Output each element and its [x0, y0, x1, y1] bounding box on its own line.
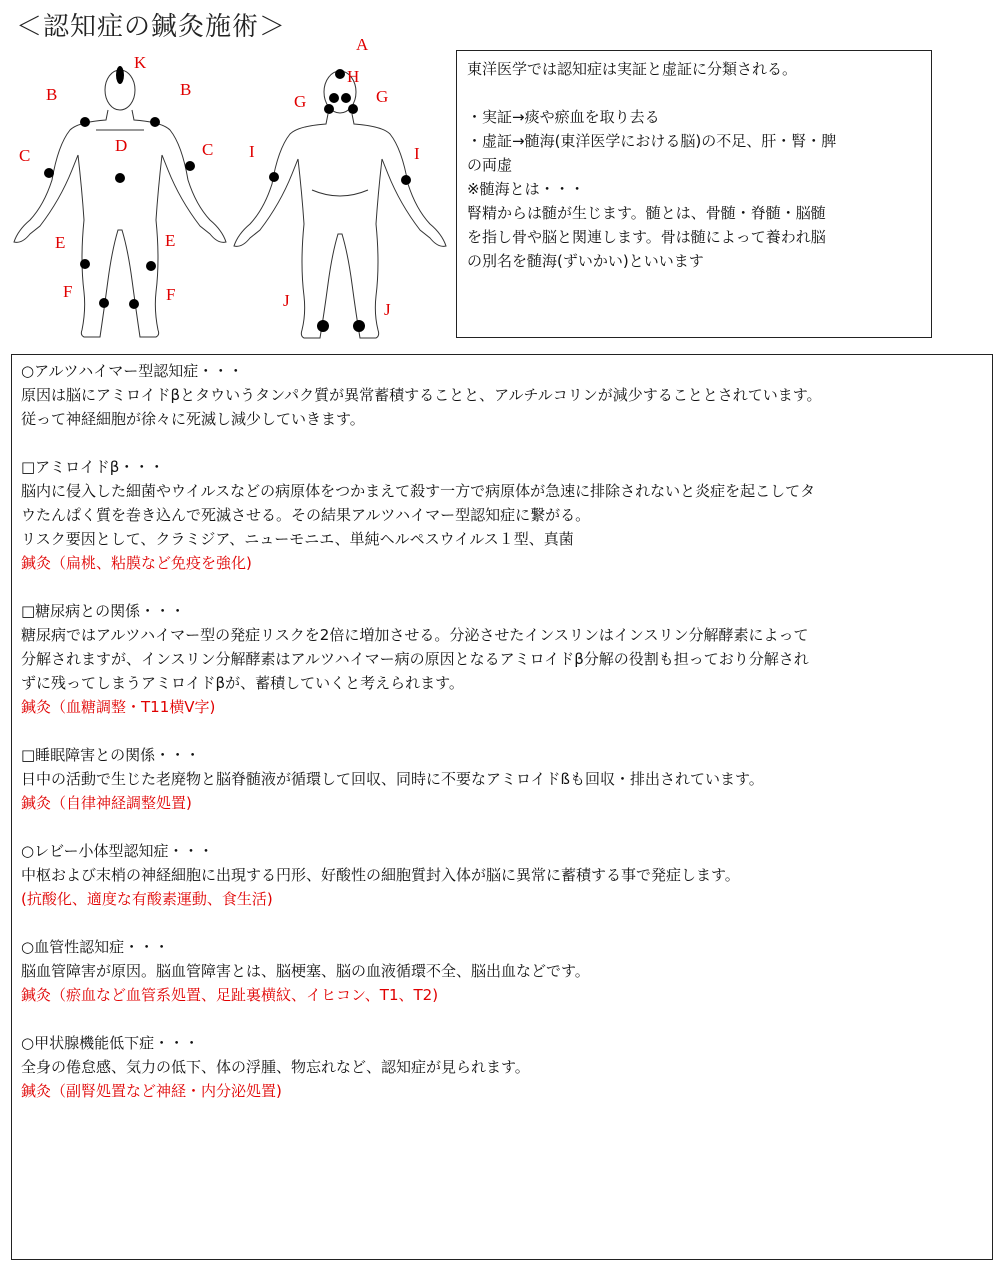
point-f-left [99, 298, 109, 308]
section-heading: □糖尿病との関係・・・ [21, 602, 186, 620]
point-g-right [348, 104, 358, 114]
treatment-note: 鍼灸（扁桃、粘膜など免疫を強化) [21, 554, 252, 572]
section-lewy [21, 839, 983, 911]
point-j-left [317, 320, 329, 332]
point-c-left [44, 168, 54, 178]
treatment-note: 鍼灸（副腎処置など神経・内分泌処置) [21, 1082, 282, 1100]
label-k: K [134, 53, 147, 72]
section-sleep [21, 743, 983, 815]
label-i-right: I [414, 144, 420, 163]
section-text: 全身の倦怠感、気力の低下、体の浮腫、物忘れなど、認知症が見られます。 [21, 1058, 530, 1076]
section-text: ずに残ってしまうアミロイドβが、蓄積していくと考えられます。 [21, 674, 464, 692]
treatment-note: 鍼灸（自律神経調整処置) [21, 794, 192, 812]
section-vascular [21, 935, 983, 1007]
label-c-left: C [19, 146, 31, 165]
section-heading: ○甲状腺機能低下症・・・ [21, 1034, 200, 1052]
section-text: 脳血管障害が原因。脳血管障害とは、脳梗塞、脳の血液循環不全、脳出血などです。 [21, 962, 590, 980]
label-f-left: F [63, 282, 73, 301]
point-b-left [80, 117, 90, 127]
section-heading: □アミロイドβ・・・ [21, 458, 165, 476]
section-heading: ○アルツハイマー型認知症・・・ [21, 362, 244, 380]
section-text: 糖尿病ではアルツハイマー型の発症リスクを2倍に増加させる。分泌させたインスリンはインスリン分解酵素によって [21, 626, 809, 644]
label-b-right: B [180, 80, 192, 99]
label-c-right: C [202, 140, 214, 159]
section-heading: ○レビー小体型認知症・・・ [21, 842, 214, 860]
section-alzheimer [21, 359, 983, 431]
section-hypothyroidism [21, 1031, 983, 1103]
treatment-note: (抗酸化、適度な有酸素運動、食生活) [21, 890, 273, 908]
point-c-right [185, 161, 195, 171]
label-j-right: J [384, 300, 391, 319]
acupoint-figure [0, 30, 450, 350]
point-h-1 [329, 93, 339, 103]
section-text: リスク要因として、クラミジア、ニューモニエ、単純ヘルペスウイルス１型、真菌 [21, 530, 574, 548]
section-diabetes [21, 599, 983, 719]
section-heading: □睡眠障害との関係・・・ [21, 746, 201, 764]
section-text: 原因は脳にアミロイドβとタウいうタンパク質が異常蓄積することと、アルチルコリンが減少することとされています。 [21, 386, 822, 404]
point-g-left [324, 104, 334, 114]
classification-box [456, 50, 932, 338]
label-b-left: B [46, 85, 58, 104]
label-a: A [356, 35, 369, 54]
point-j-right [353, 320, 365, 332]
info-line: ※髄海とは・・・ [467, 180, 585, 198]
point-b-right [150, 117, 160, 127]
info-line: 腎精からは髄が生じます。髄とは、骨髄・脊髄・脳髄 [467, 204, 826, 222]
section-text: 分解されますが、インスリン分解酵素はアルツハイマー病の原因となるアミロイドβ分解の役割も担っており分解され [21, 650, 809, 668]
label-g-left: G [294, 92, 307, 111]
page-title: ＜認知症の鍼灸施術＞ [16, 12, 287, 42]
section-text: 中枢および末梢の神経細胞に出現する円形、好酸性の細胞質封入体が脳に異常に蓄積する事で発症します。 [21, 866, 740, 884]
point-i-right [401, 175, 411, 185]
section-heading: ○血管性認知症・・・ [21, 938, 170, 956]
label-f-right: F [166, 285, 176, 304]
info-line: ・実証→痰や瘀血を取り去る [467, 108, 660, 126]
info-line: ・虚証→髄海(東洋医学における脳)の不足、肝・腎・脾 [467, 132, 837, 150]
label-g-right: G [376, 87, 389, 106]
point-e-left [80, 259, 90, 269]
point-d [115, 173, 125, 183]
treatment-note: 鍼灸（瘀血など血管系処置、足趾裏横紋、イヒコン、T1、T2) [21, 986, 439, 1004]
point-k [116, 66, 124, 84]
label-e-right: E [165, 231, 176, 250]
back-hips [312, 190, 368, 196]
point-f-right [129, 299, 139, 309]
point-h-2 [341, 93, 351, 103]
section-text: 日中の活動で生じた老廃物と脳脊髄液が循環して回収、同時に不要なアミロイドßも回収・排出されています。 [21, 770, 764, 788]
label-i-left: I [249, 142, 255, 161]
label-d: D [115, 136, 128, 155]
section-text: ウたんぱく質を巻き込んで死滅させる。その結果アルツハイマー型認知症に繋がる。 [21, 506, 591, 524]
info-line: の別名を髄海(ずいかい)といいます [467, 252, 704, 270]
info-line: 東洋医学では認知症は実証と虚証に分類される。 [467, 60, 798, 78]
point-h-top [335, 69, 345, 79]
label-h: H [347, 67, 360, 86]
label-j-left: J [283, 291, 290, 310]
info-line [467, 81, 921, 105]
label-e-left: E [55, 233, 66, 252]
point-i-left [269, 172, 279, 182]
point-e-right [146, 261, 156, 271]
section-text: 従って神経細胞が徐々に死滅し減少していきます。 [21, 410, 365, 428]
section-amyloid [21, 455, 983, 575]
treatment-note: 鍼灸（血糖調整・T11横V字) [21, 698, 216, 716]
section-text: 脳内に侵入した細菌やウイルスなどの病原体をつかまえて殺す一方で病原体が急速に排除されないと炎症を起こしてタ [21, 482, 816, 500]
dementia-types-box [11, 354, 993, 1260]
info-line: を指し骨や脳と関連します。骨は髄によって養われ脳 [467, 228, 826, 246]
info-line: の両虚 [467, 156, 513, 174]
